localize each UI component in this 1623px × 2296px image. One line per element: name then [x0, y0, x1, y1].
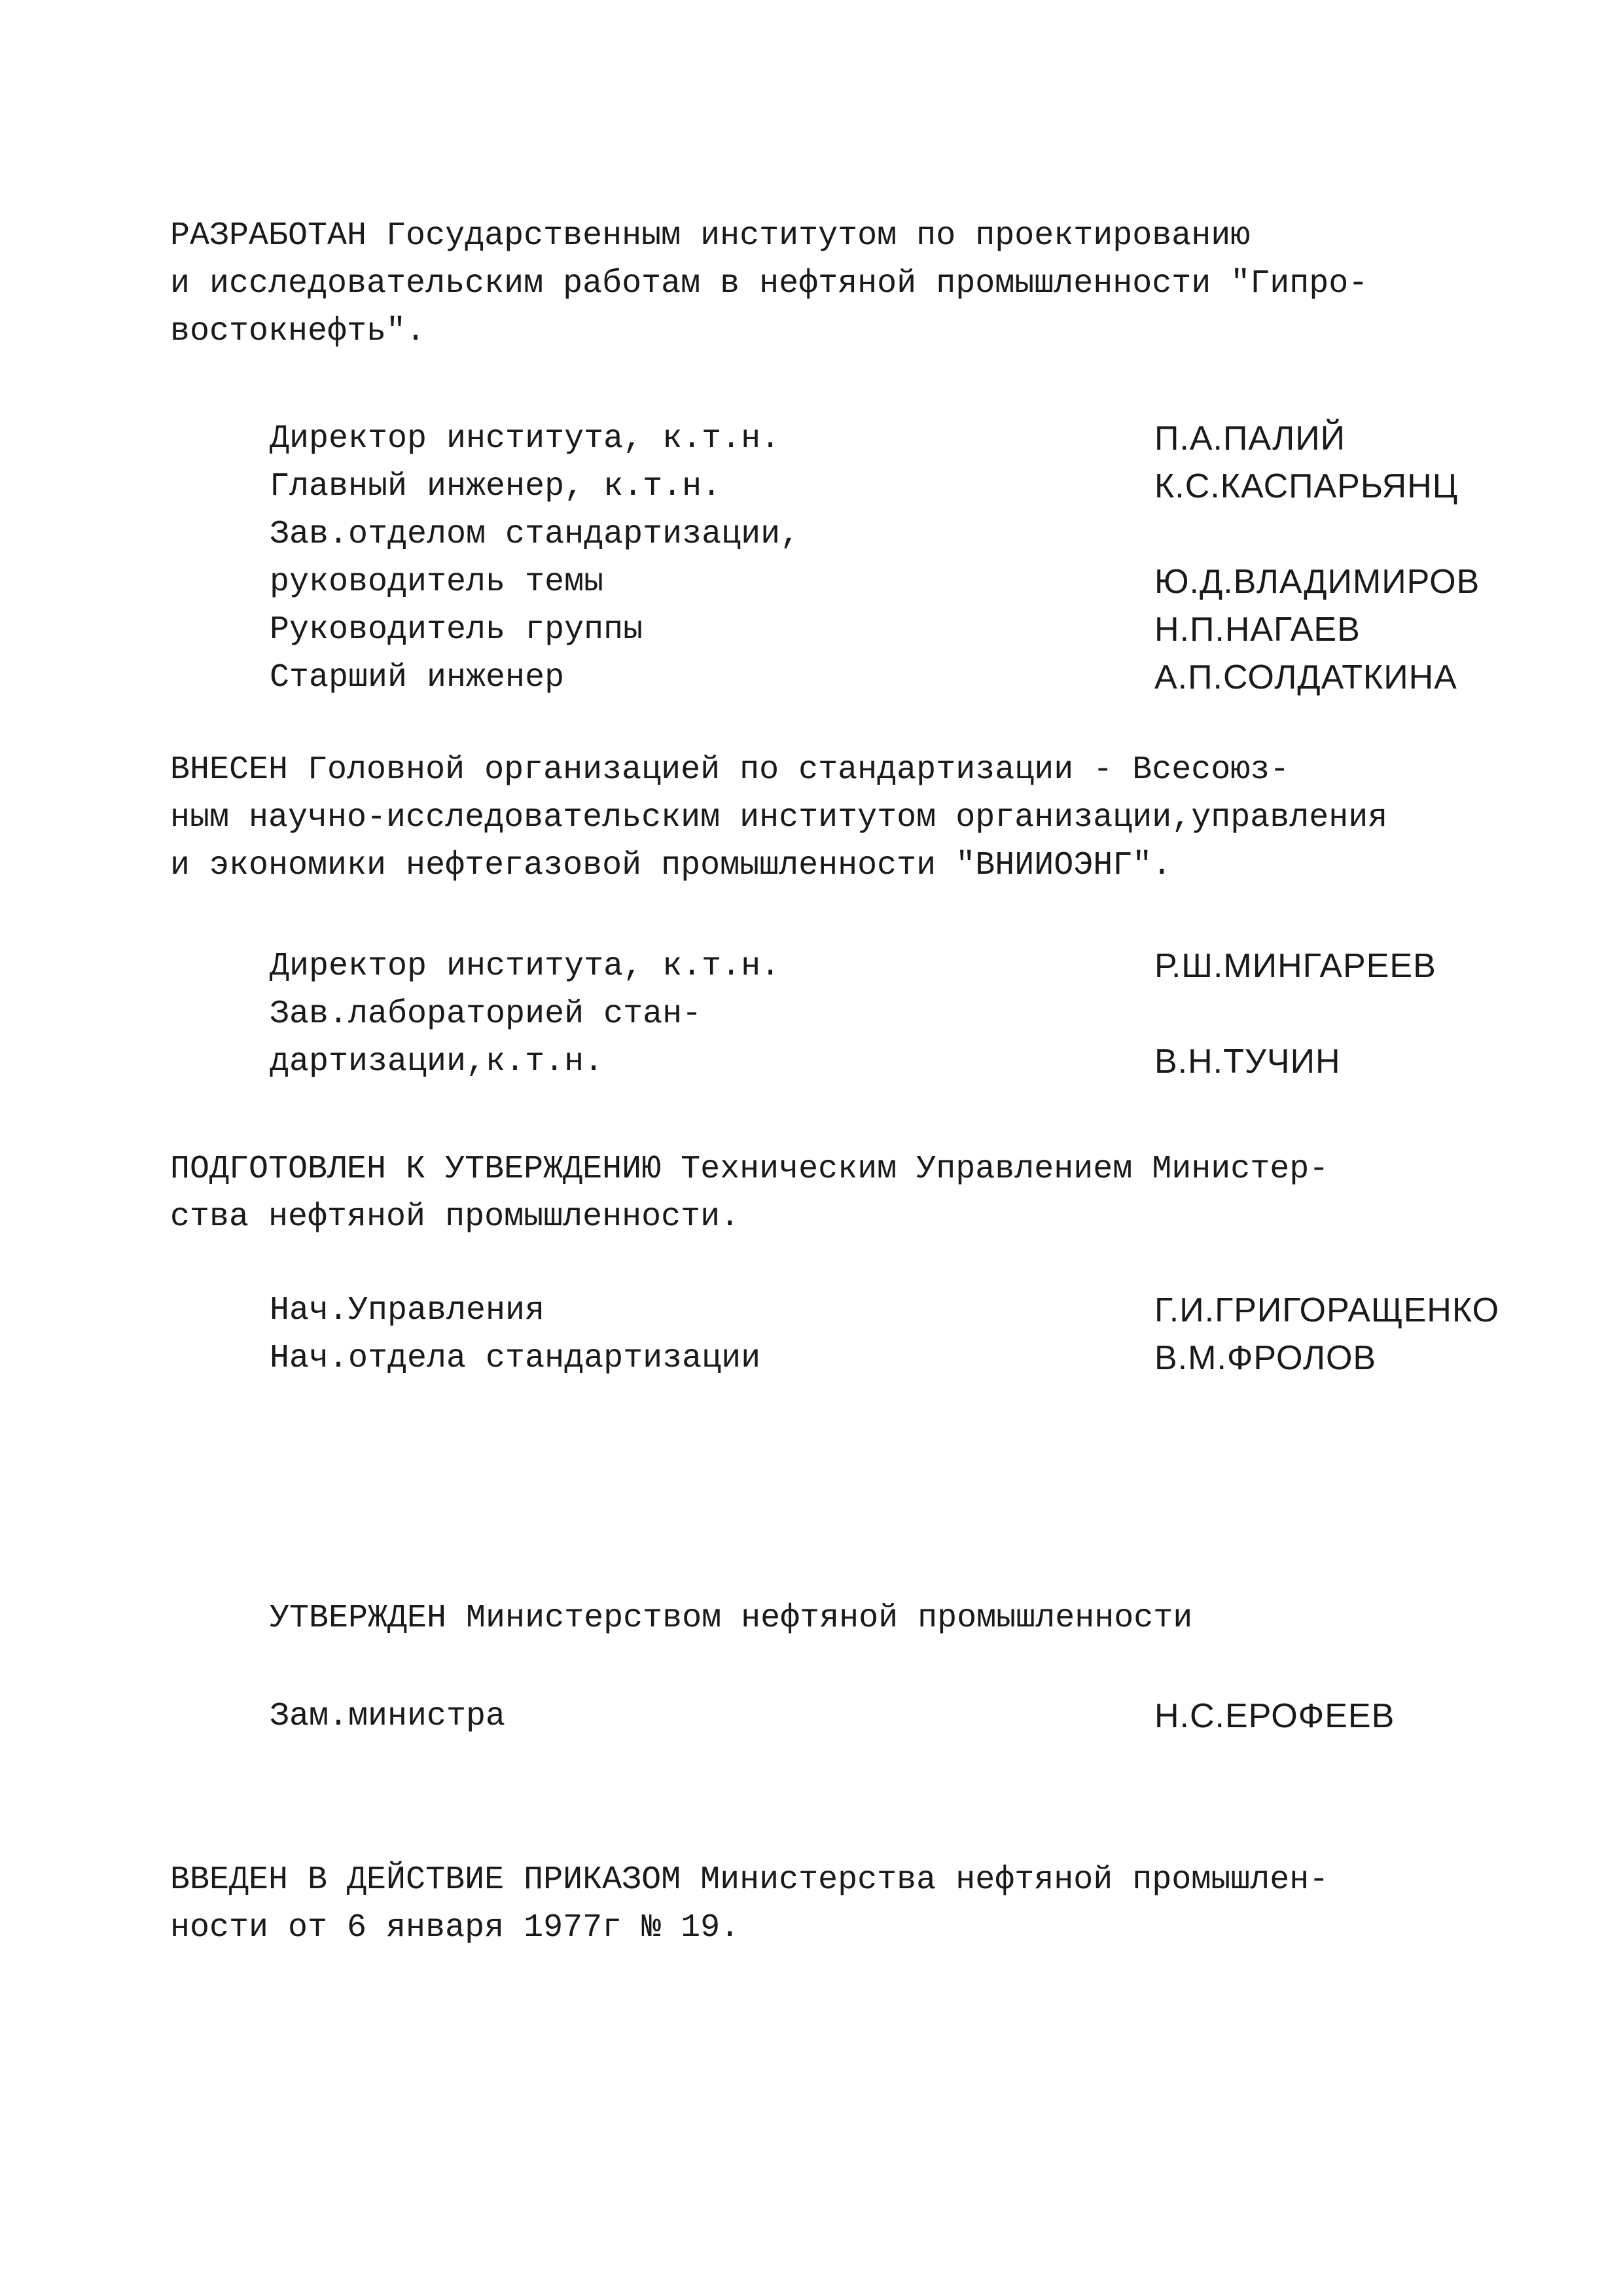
signatory-row: [270, 606, 1513, 654]
signatory-name: В.М.ФРОЛОВ: [1154, 1339, 1377, 1377]
approved-line: УТВЕРЖДЕН Министерством нефтяной промышленности: [270, 1600, 1193, 1637]
signatory-position: Зам.министра: [270, 1698, 506, 1735]
signatory-row: [270, 1335, 1513, 1382]
signatory-name: В.Н.ТУЧИН: [1154, 1043, 1341, 1081]
signatory-position: Нач.отдела стандартизации: [270, 1340, 761, 1377]
signatory-name: К.С.КАСПАРЬЯНЦ: [1154, 467, 1459, 505]
approved-signatory: [270, 1693, 1513, 1740]
signatory-row: [270, 1693, 1513, 1740]
signatory-position: Зав.отделом стандартизации,: [270, 516, 800, 553]
signatory-position: Главный инженер, к.т.н.: [270, 468, 722, 505]
submitted-signatories: [270, 942, 1513, 1086]
signatory-name: Н.С.ЕРОФЕЕВ: [1154, 1697, 1395, 1735]
signatory-position: Нач.Управления: [270, 1292, 545, 1329]
signatory-row: [270, 1038, 1513, 1086]
signatory-position: Директор института, к.т.н.: [270, 948, 781, 985]
signatory-position: дартизации,к.т.н.: [270, 1043, 604, 1081]
signatory-position: руководитель темы: [270, 564, 604, 601]
signatory-name: А.П.СОЛДАТКИНА: [1154, 658, 1457, 696]
signatory-name: Ю.Д.ВЛАДИМИРОВ: [1154, 563, 1480, 601]
signatory-name: Р.Ш.МИНГАРЕЕВ: [1154, 947, 1436, 985]
enacted-paragraph: ВВЕДЕН В ДЕЙСТВИЕ ПРИКАЗОМ Министерства нефтяной промышлен- ности от 6 января 1977г № 19.: [170, 1861, 1329, 1946]
developed-signatories: [270, 415, 1513, 702]
prepared-signatories: [270, 1287, 1513, 1382]
signatory-row: [270, 990, 1513, 1038]
submitted-paragraph: ВНЕСЕН Головной организацией по стандартизации - Всесоюз- ным научно-исследовательским институтом организации,управления и экономики нефтегазовой промышленности "ВНИИОЭНГ".: [170, 751, 1388, 884]
signatory-row: [270, 654, 1513, 702]
signatory-row: [270, 558, 1513, 606]
signatory-position: Руководитель группы: [270, 611, 643, 649]
prepared-paragraph: ПОДГОТОВЛЕН К УТВЕРЖДЕНИЮ Техническим Управлением Министер- ства нефтяной промышленности.: [170, 1151, 1329, 1236]
signatory-name: Г.И.ГРИГОРАЩЕНКО: [1154, 1291, 1500, 1329]
signatory-row: [270, 463, 1513, 511]
signatory-position: Директор института, к.т.н.: [270, 420, 781, 457]
signatory-row: [270, 511, 1513, 558]
signatory-row: [270, 942, 1513, 990]
signatory-row: [270, 1287, 1513, 1335]
developed-paragraph: РАЗРАБОТАН Государственным институтом по проектированию и исследовательским работам в нефтяной промышленности "Гипро- востокнефть".: [170, 217, 1368, 350]
signatory-row: [270, 415, 1513, 463]
signatory-position: Старший инженер: [270, 659, 565, 696]
signatory-name: П.А.ПАЛИЙ: [1154, 420, 1346, 457]
signatory-position: Зав.лабораторией стан-: [270, 996, 702, 1033]
signatory-name: Н.П.НАГАЕВ: [1154, 611, 1361, 649]
